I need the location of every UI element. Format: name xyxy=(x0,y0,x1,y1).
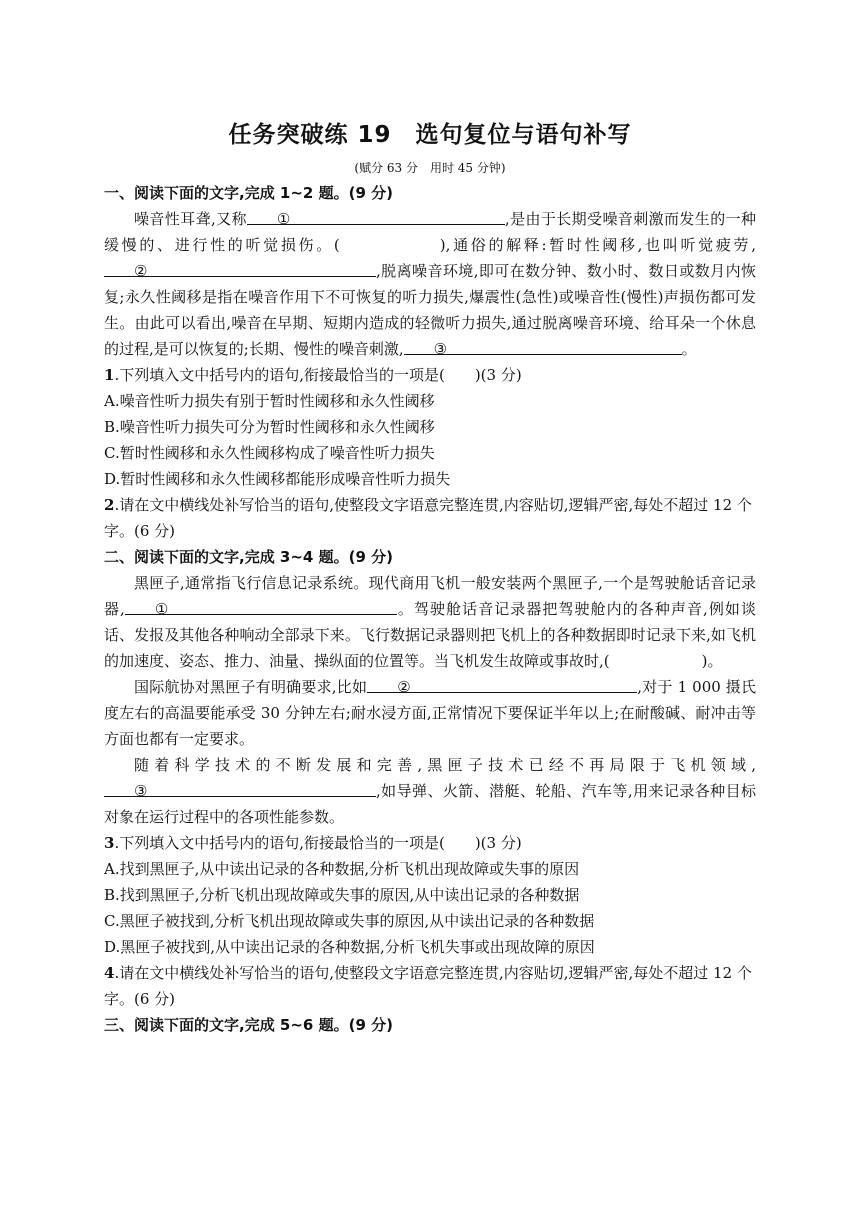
blank-marker: ③ xyxy=(433,340,448,358)
question-stem: .下列填入文中括号内的语句,衔接最恰当的一项是( )(3 分) xyxy=(114,834,522,852)
passage-1-text: 。 xyxy=(681,340,697,358)
passage-1-text: 噪音性耳聋,又称 xyxy=(134,210,247,228)
section-1-heading: 一、阅读下面的文字,完成 1~2 题。(9 分) xyxy=(104,184,393,202)
passage-2-text: ,如导弹、火箭、潜艇、轮船、汽车等,用来记录各种目标对象在运行过程中的各项性能参数。 xyxy=(104,782,756,826)
page-title: 任务突破练 19 选句复位与语句补写 xyxy=(228,122,632,148)
passage-2-para-1 xyxy=(104,570,756,674)
blank-marker: ① xyxy=(154,600,169,618)
question-stem: .下列填入文中括号内的语句,衔接最恰当的一项是( )(3 分) xyxy=(114,366,522,384)
question-number: 3 xyxy=(104,834,115,852)
option-1a[interactable]: A.噪音性听力损失有别于暂时性阈移和永久性阈移 xyxy=(104,392,435,410)
answer-blank-1[interactable] xyxy=(247,206,505,228)
passage-2-text: 国际航协对黑匣子有明确要求,比如 xyxy=(134,678,368,696)
passage-2-para-2 xyxy=(104,674,756,752)
blank-marker: ② xyxy=(397,678,411,696)
answer-blank-2[interactable] xyxy=(367,674,637,696)
passage-2-text: )。 xyxy=(701,652,723,670)
option-3b[interactable]: B.找到黑匣子,分析飞机出现故障或失事的原因,从中读出记录的各种数据 xyxy=(104,886,580,904)
section-2-heading: 二、阅读下面的文字,完成 3~4 题。(9 分) xyxy=(104,548,393,566)
question-4 xyxy=(104,960,756,1012)
question-stem: .请在文中横线处补写恰当的语句,使整段文字语意完整连贯,内容贴切,逻辑严密,每处不超过 12 个字。(6 分) xyxy=(104,964,752,1008)
answer-blank-1[interactable] xyxy=(125,596,397,618)
passage-1-text: ,是由于长期受噪音刺激而发生的一种缓慢的、进行性的听觉损伤。( xyxy=(104,210,756,254)
option-1d[interactable]: D.暂时性阈移和永久性阈移都能形成噪音性听力损失 xyxy=(104,470,451,488)
question-3 xyxy=(104,830,756,856)
question-2 xyxy=(104,492,756,544)
answer-blank-3[interactable] xyxy=(404,336,682,358)
section-3-heading: 三、阅读下面的文字,完成 5~6 题。(9 分) xyxy=(104,1016,393,1034)
worksheet-content xyxy=(104,116,756,1038)
passage-2-text: 随着科学技术的不断发展和完善,黑匣子技术已经不再局限于飞机领域, xyxy=(134,756,756,774)
option-3d[interactable]: D.黑匣子被找到,从中读出记录的各种数据,分析飞机失事或出现故障的原因 xyxy=(104,938,595,956)
passage-2-para-3 xyxy=(104,752,756,830)
passage-2-text: 黑匣子,通常指飞行信息记录系统。现代商用飞机一般安装两个黑匣子,一个是驾驶舱话音记录器, xyxy=(104,574,756,618)
question-number: 1 xyxy=(104,366,115,384)
answer-blank-2[interactable] xyxy=(104,258,376,280)
question-number: 4 xyxy=(104,964,115,982)
option-3c[interactable]: C.黑匣子被找到,分析飞机出现故障或失事的原因,从中读出记录的各种数据 xyxy=(104,912,595,930)
passage-1-text: ),通俗的解释:暂时性阈移,也叫听觉疲劳, xyxy=(439,236,756,254)
passage-1 xyxy=(104,206,756,362)
answer-blank-3[interactable] xyxy=(104,778,376,800)
question-stem: .请在文中横线处补写恰当的语句,使整段文字语意完整连贯,内容贴切,逻辑严密,每处不超过 12 个字。(6 分) xyxy=(104,496,752,540)
passage-2-text: 。驾驶舱话音记录器把驾驶舱内的各种声音,例如谈话、发报及其他各种响动全部录下来。飞行数据记录器则把飞机上的各种数据即时记录下来,如飞机的加速度、姿态、推力、油量、操纵面的位置等。当飞机发生故障或事故时,( xyxy=(104,600,756,670)
blank-marker: ① xyxy=(276,210,291,228)
blank-marker: ② xyxy=(134,262,148,280)
blank-marker: ③ xyxy=(134,782,148,800)
page-subtitle: (赋分 63 分 用时 45 分钟) xyxy=(354,161,506,175)
option-3a[interactable]: A.找到黑匣子,从中读出记录的各种数据,分析飞机出现故障或失事的原因 xyxy=(104,860,580,878)
option-1b[interactable]: B.噪音性听力损失可分为暂时性阈移和永久性阈移 xyxy=(104,418,435,436)
option-1c[interactable]: C.暂时性阈移和永久性阈移构成了噪音性听力损失 xyxy=(104,444,435,462)
question-number: 2 xyxy=(104,496,115,514)
passage-1-text: ,脱离噪音环境,即可在数分钟、数小时、数日或数月内恢复;永久性阈移是指在噪音作用下不可恢复的听力损失,爆震性(急性)或噪音性(慢性)声损伤都可发生。由此可以看出,噪音在早期、短期内造成的轻微听力损失,通过脱离噪音环境、给耳朵一个休息的过程,是可以恢复的;长期、慢性的噪音刺激, xyxy=(104,262,756,358)
question-1 xyxy=(104,362,756,388)
passage-2-text: ,对于 1 000 摄氏度左右的高温要能承受 30 分钟左右;耐水浸方面,正常情况下要保证半年以上;在耐酸碱、耐冲击等方面也都有一定要求。 xyxy=(104,678,756,748)
